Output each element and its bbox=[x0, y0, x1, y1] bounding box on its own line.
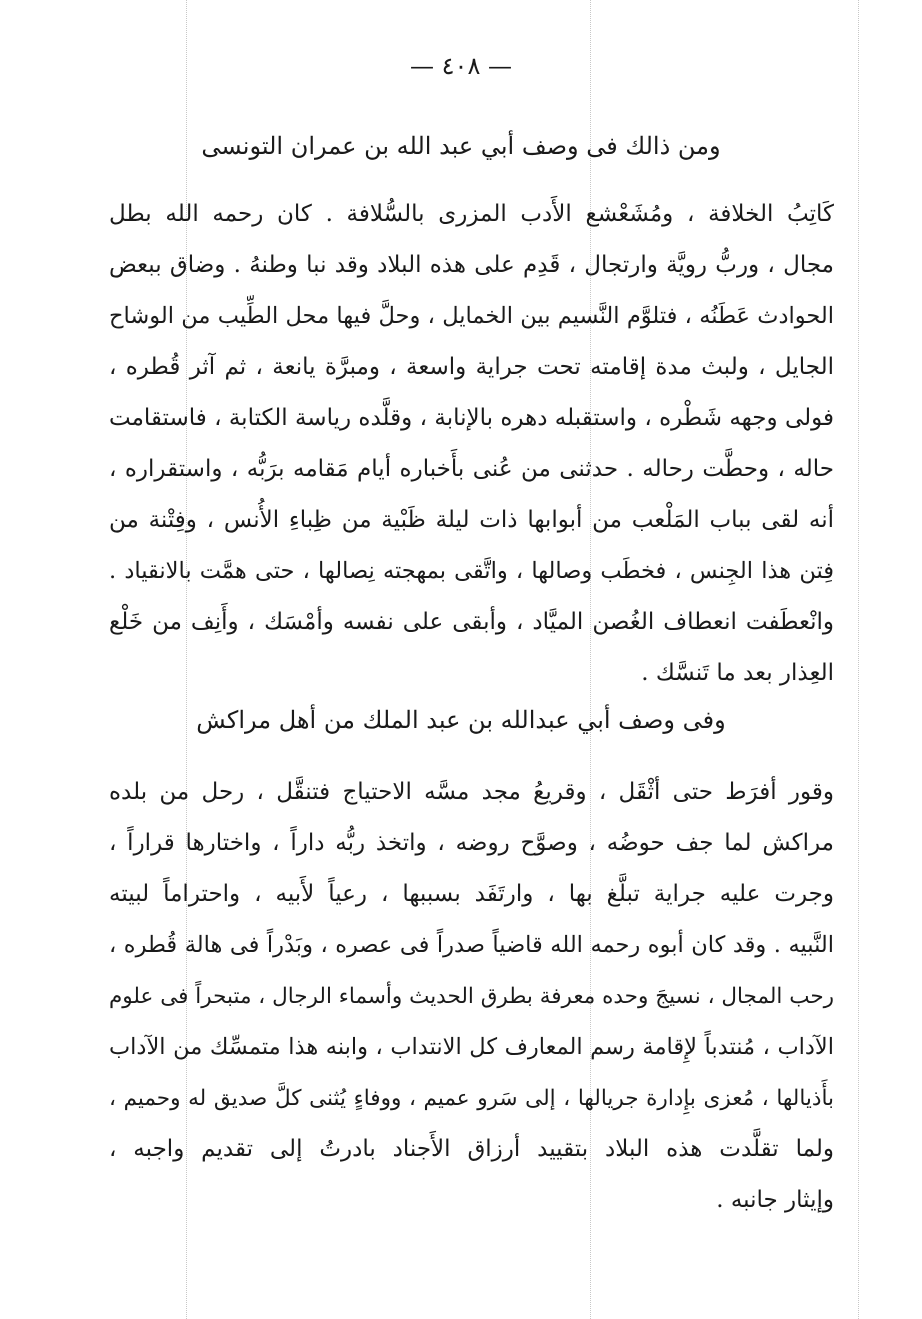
text-line: النَّبيه . وقد كان أبوه رحمه الله قاضياً صدراً فى عصره ، وبَدْراً فى هالة قُطره ، bbox=[109, 932, 834, 958]
text-line: رحب المجال ، نسيجَ وحده معرفة بطرق الحديث وأسماء الرجال ، متبحراً فى علوم bbox=[109, 984, 834, 1009]
text-line: فولى وجهه شَطْره ، واستقبله دهره بالإنابة ، وقلَّده رياسة الكتابة ، فاستقامت bbox=[109, 405, 834, 431]
text-line: العِذار بعد ما تَنسَّك . bbox=[641, 660, 834, 686]
text-line: حاله ، وحطَّت رحاله . حدثنى من عُنى بأَخباره أيام مَقامه برَبُّه ، واستقراره ، bbox=[109, 456, 834, 482]
text-line: أنه لقى بباب المَلْعب من أبوابها ذات ليلة ظَبْية من ظِباءِ الأُنس ، وفِتْنة من bbox=[109, 507, 834, 533]
text-line: مراكش لما جف حوضُه ، وصوَّح روضه ، واتخذ ربُّه داراً ، واختارها قراراً ، bbox=[109, 830, 834, 856]
text-line: وجرت عليه جراية تبلَّغ بها ، وارتَفَد بسببها ، رعياً لأَبيه ، واحتراماً لبيته bbox=[109, 881, 834, 907]
page-number: — ٤٠٨ — bbox=[410, 52, 512, 80]
text-line: كَاتِبُ الخلافة ، ومُشَعْشع الأَدب المزرى بالسُّلافة . كان رحمه الله بطل bbox=[109, 201, 834, 227]
section-paragraph bbox=[109, 189, 834, 699]
text-line: وإيثار جانبه . bbox=[716, 1187, 834, 1213]
scan-artifact-line bbox=[858, 0, 859, 1319]
text-line: الآداب ، مُنتدباً لإِقامة رسم المعارف كل الانتداب ، وابنه هذا متمسِّك من الآداب bbox=[109, 1034, 834, 1060]
text-line: مجال ، وربُّ رويَّة وارتجال ، قَدِم على هذه البلاد وقد نبا وطنهُ . وضاق ببعض bbox=[109, 252, 834, 278]
section-paragraph bbox=[109, 767, 834, 1226]
text-line: وانْعطَفت انعطاف الغُصن الميَّاد ، وأبقى على نفسه وأمْسَك ، وأَنِف من خَلْع bbox=[109, 609, 834, 635]
text-line: ولما تقلَّدت هذه البلاد بتقييد أرزاق الأَجناد بادرتُ إلى تقديم واجبه ، bbox=[109, 1136, 834, 1162]
text-line: فِتن هذا الجِنس ، فخطَب وصالها ، واتَّقى بمهجته نِصالها ، حتى همَّت بالانقياد . bbox=[109, 558, 834, 584]
text-line: الجايل ، ولبث مدة إقامته تحت جراية واسعة ، ومبرَّة يانعة ، ثم آثر قُطره ، bbox=[109, 354, 834, 380]
text-line: وقور أفرَط حتى أثْقَل ، وقريعُ مجد مسَّه الاحتياج فتنقَّل ، رحل من بلده bbox=[109, 779, 834, 805]
section-heading: ومن ذالك فى وصف أبي عبد الله بن عمران التونسى bbox=[201, 132, 721, 160]
section-heading: وفى وصف أبي عبدالله بن عبد الملك من أهل مراكش bbox=[196, 706, 726, 734]
text-line: بأَذيالها ، مُعزى بإِدارة جريالها ، إلى سَرو عميم ، ووفاءٍ يُثنى كلَّ صديق له وحميم ، bbox=[109, 1086, 834, 1111]
text-line: الحوادث عَطَنُه ، فتلوَّم النَّسيم بين الخمايل ، وحلَّ فيها محل الطِّيب من الوشاح bbox=[109, 303, 834, 329]
